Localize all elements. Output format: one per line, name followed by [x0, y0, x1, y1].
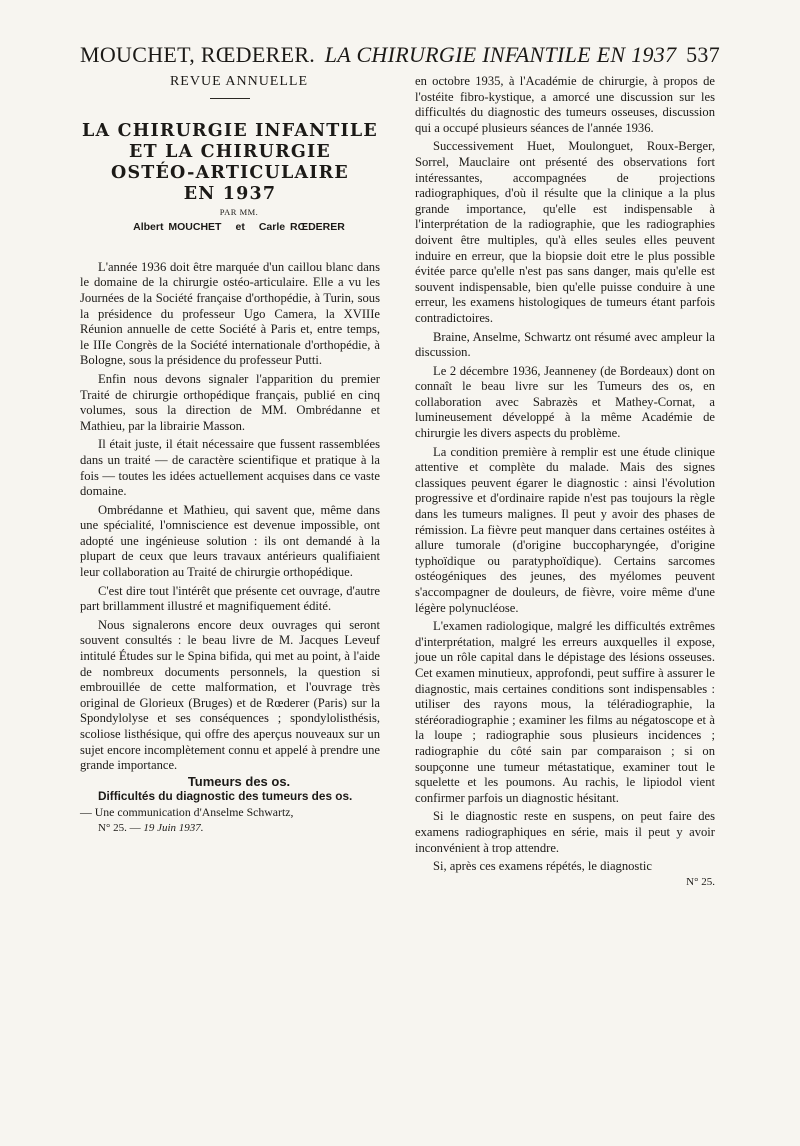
right-column — [415, 74, 715, 890]
author-mouchet: Albert MOUCHET — [133, 221, 222, 234]
issue-footer-left — [80, 821, 380, 837]
paragraph-right-8: Si, après ces examens répétés, le diagnostic — [433, 859, 652, 874]
paragraph-right-2: Successivement Huet, Moulonguet, Roux-Berger, Sorrel, Mauclaire ont présenté des observations fort intéressantes, accompagnées de projections radiographiques, d'où il résulte que la clinique a la plus grande importance, qu'elle est indispensable à l'interprétation de la radiographie, que les radiographies doivent être multiples, qu'à elles seules elles peuvent induire en erreur, que la biopsie doit etre le plus possible évitée parce qu'elle n'est pas sans danger, mais qu'elle est souvent indispensable, bien qu'elle puisse conduire à une erreur, les examens histologiques de tumeurs étant parfois contradictoires. — [415, 139, 715, 325]
issue-footer-right: N° 25. — [686, 875, 715, 888]
subsection-heading-bold: Difficultés du diagnostic des tumeurs des os. — [98, 789, 353, 804]
par-mm: PAR MM. — [219, 206, 259, 217]
subsection-heading-rest: — Une communication d'Anselme Schwartz, — [80, 804, 294, 819]
paragraph-left-2: Enfin nous devons signaler l'apparition du premier Traité de chirurgie orthopédique français, publié en cinq volumes, sous la direction de MM. Ombrédanne et Mathieu, par la librairie Masson. — [80, 371, 380, 433]
paragraph-left-1: L'année 1936 doit être marquée d'un caillou blanc dans le domaine de la chirurgie ostéo-articulaire. Elle a vu les Journées de la Société française d'orthopédie, à Turin, sous la présidence du professeur Ugo Camera, la XVIIIe Réunion annuelle de cette Société à Paris et, entre temps, le IIIe Congrès de la Société internationale d'orthopédie, à Bologne, sous la présidence du professeur Putti. — [80, 259, 380, 368]
running-head-authors: MOUCHET, RŒDERER. — [80, 42, 316, 67]
author-roederer: Carle RŒDERER — [258, 221, 345, 234]
author-line — [80, 220, 380, 236]
paragraph-left-3: Il était juste, il était nécessaire que fussent rassemblées dans un traité — de caractère scientifique et pratique à la fois — toutes les idées actuellement acquises dans ce vaste domaine. — [80, 437, 380, 499]
section-title: Tumeurs des os. — [187, 773, 291, 789]
author-conjunction: et — [235, 221, 245, 234]
running-head-title: LA CHIRURGIE INFANTILE EN 1937 — [324, 42, 677, 67]
title-divider — [210, 98, 250, 99]
paragraph-right-1: en octobre 1935, à l'Académie de chirurgie, à propos de l'ostéite fibro-kystique, a amorcé une discussion sur les difficultés du diagnostic des tumeurs osseuses, discussion qui a occupé plusieurs séances de l'année 1936. — [415, 74, 715, 135]
title-line-2: ET LA CHIRURGIE — [129, 141, 331, 162]
paragraph-right-4: Le 2 décembre 1936, Jeanneney (de Bordeaux) dont on connaît le beau livre sur les Tumeurs des os, en collaboration avec Sabrazès et Mathey-Cornat, a lumineusement développé à la même Académie de chirurgie les divers aspects du problème. — [415, 363, 715, 441]
paragraph-right-6: L'examen radiologique, malgré les difficultés extrêmes d'interprétation, malgré les erreurs auxquelles il expose, joue un rôle capital dans le dépistage des lésions osseuses. Cet examen minutieux, approfondi, peut suffire à assurer le diagnostic, mais certaines conditions sont indispensables : utiliser des rayons mous, la téléradiographie, la stéréoradiographie ; examiner les films au négatoscope et à la loupe ; radiographie sous plusieurs incidences ; radiographie du côté sain par comparaison ; si on soupçonne une tumeur métastatique, examiner tout le squelette et les poumons. Au rachis, le lipiodol vient confirmer parfois un diagnostic hésitant. — [415, 619, 715, 805]
issue-date: 19 Juin 1937. — [143, 821, 204, 834]
issue-number: N° 25. — — [98, 821, 141, 834]
page-number: 537 — [686, 42, 720, 67]
paragraph-right-3: Braine, Anselme, Schwartz ont résumé avec ampleur la discussion. — [415, 329, 715, 360]
left-column — [80, 74, 380, 836]
paragraph-right-7: Si le diagnostic reste en suspens, on peut faire des examens radiographiques en série, mais il peut y avoir inconvénient à trop attendre. — [415, 809, 715, 855]
subsection-heading — [80, 789, 380, 820]
article-title — [80, 121, 380, 205]
paragraph-right-5: La condition première à remplir est une étude clinique attentive et complète du malade. Mais des signes classiques peuvent égarer le diagnostic : ainsi l'évolution progressive et d'ordinaire rapide n'est pas toujours la règle dans les tumeurs malignes. Il peut y avoir des phases de rémission. La fièvre peut manquer dans certaines ostéites à allure tumorale (d'origine buccopharyngée, d'origine typhoïdique ou paratyphoïdique). Certains sarcomes ostéogéniques des jeunes, des myélomes peuvent s'accompagner de douleurs, de fièvre, voire même d'une légère polynucléose. — [415, 444, 715, 615]
running-head — [80, 42, 720, 68]
title-line-1: LA CHIRURGIE INFANTILE — [82, 120, 378, 141]
revue-label: REVUE ANNUELLE — [169, 74, 309, 89]
title-line-4: EN 1937 — [183, 183, 277, 204]
paragraph-left-6: Nous signalerons encore deux ouvrages qui seront souvent consultés : le beau livre de M. Jacques Leveuf intitulé Études sur le Spina bifida, qui met au point, à l'aide de nombreux documents personnels, la question si embrouillée de cette malformation, et l'ouvrage très original de Glorieux (Bruges) et de Rœderer (Paris) sur la Spondylolyse et ses conséquences ; spondylolisthésis, scoliose listhésique, qui offre des aperçus nouveaux sur un sujet encore incomplètement connu et appelé à prendre une grande importance. — [80, 617, 380, 773]
title-line-3: OSTÉO-ARTICULAIRE — [111, 162, 349, 183]
paragraph-left-4: Ombrédanne et Mathieu, qui savent que, même dans une spécialité, l'omniscience est devenue impossible, ont adopté une ingénieuse solution : ils ont demandé à la plupart de ceux que leurs travaux antérieurs qualifiaient leur collaboration au Traité de chirurgie orthopédique. — [80, 502, 380, 580]
paragraph-left-5: C'est dire tout l'intérêt que présente cet ouvrage, d'autre part brillamment illustré et magnifiquement édité. — [80, 583, 380, 614]
